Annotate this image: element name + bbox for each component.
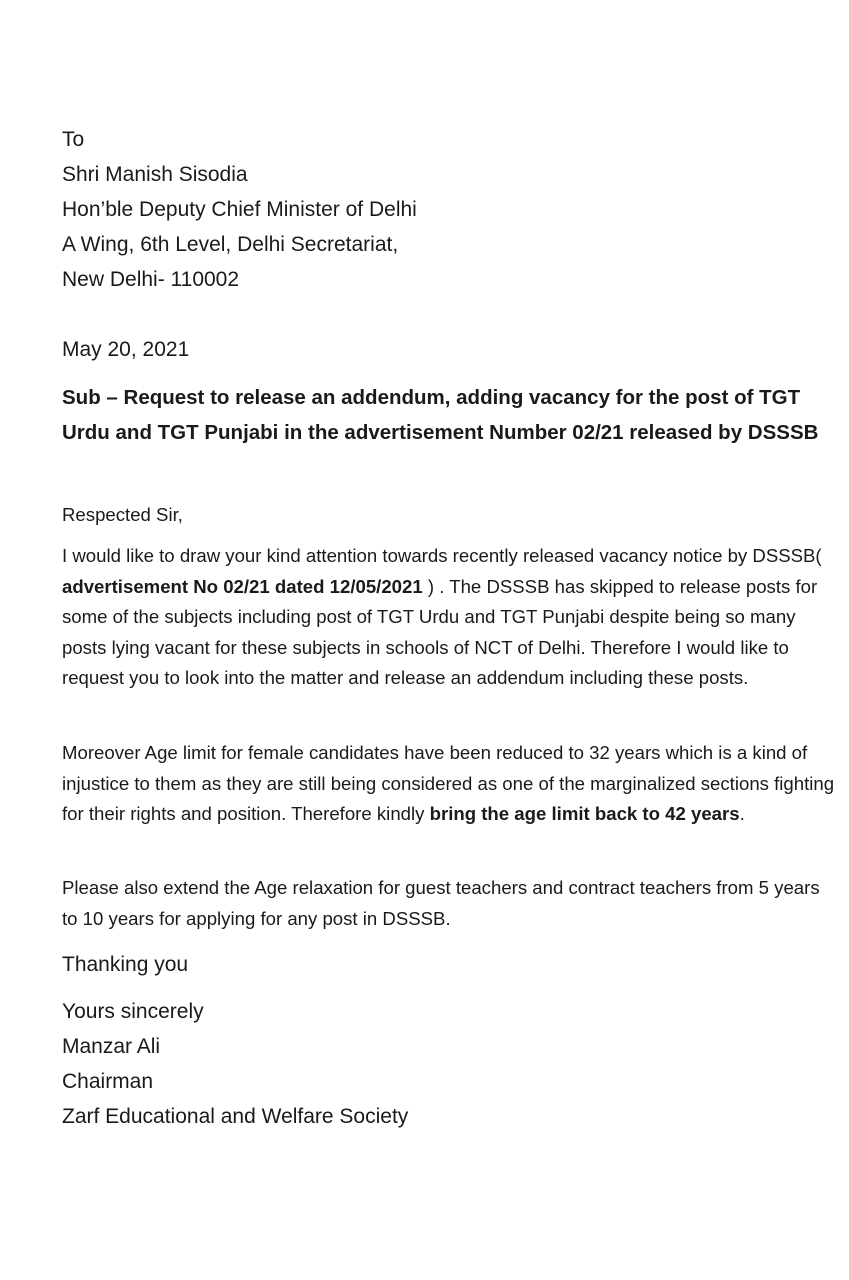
paragraph-3 [62,873,822,934]
paragraph-2-bold: bring the age limit back to 42 years [429,803,740,824]
letter-date: May 20, 2021 [62,338,190,361]
paragraph-1 [62,541,832,694]
thanks-block [62,947,822,982]
paragraph-1-text [62,541,832,694]
signature-block [62,994,822,1134]
closing-phrase: Yours sincerely [62,1000,204,1023]
greeting-block [62,500,822,531]
paragraph-2 [62,738,837,830]
paragraph-1-bold: advertisement No 02/21 dated 12/05/2021 [62,575,423,597]
letter-subject: Sub – Request to release an addendum, adding vacancy for the post of TGT Urdu and TGT Punjabi in the advertisement Number 02/21 released by DSSSB [62,386,819,444]
signatory-name: Manzar Ali [62,1035,161,1058]
thanks-line: Thanking you [62,953,189,976]
recipient-address-line2: New Delhi- 110002 [62,268,240,291]
letter-date-block [62,335,822,365]
paragraph-2-after: . [739,803,745,824]
signatory-organization: Zarf Educational and Welfare Society [62,1105,409,1128]
paragraph-3-text: Please also extend the Age relaxation for guest teachers and contract teachers from 5 years to 10 years for applying for any post in DSSSB. [62,877,820,929]
signatory-title: Chairman [62,1070,154,1093]
recipient-designation: Hon’ble Deputy Chief Minister of Delhi [62,198,417,221]
paragraph-1-before: I would like to draw your kind attention towards recently released vacancy notice by DSSSB( [62,545,822,566]
recipient-address [62,122,822,297]
greeting: Respected Sir, [62,504,183,525]
recipient-address-line1: A Wing, 6th Level, Delhi Secretariat, [62,233,399,256]
paragraph-1-after: ) . The DSSSB has skipped to release posts for some of the subjects including post of TGT Urdu and TGT Punjabi despite being so many posts lying vacant for these subjects in schools of NCT of Delhi. Therefore I would like to request you to look into the matter and release an addendum including these posts. [62,575,818,688]
recipient-name: Shri Manish Sisodia [62,163,248,186]
subject-block [62,380,822,450]
salutation-to: To [62,128,85,151]
paragraph-2-before: Moreover Age limit for female candidates have been reduced to 32 years which is a kind of injustice to them as they are still being considered as one of the marginalized sections fighting for their rights and position. Therefore kindly [62,742,835,824]
paragraph-2-text [62,738,837,830]
